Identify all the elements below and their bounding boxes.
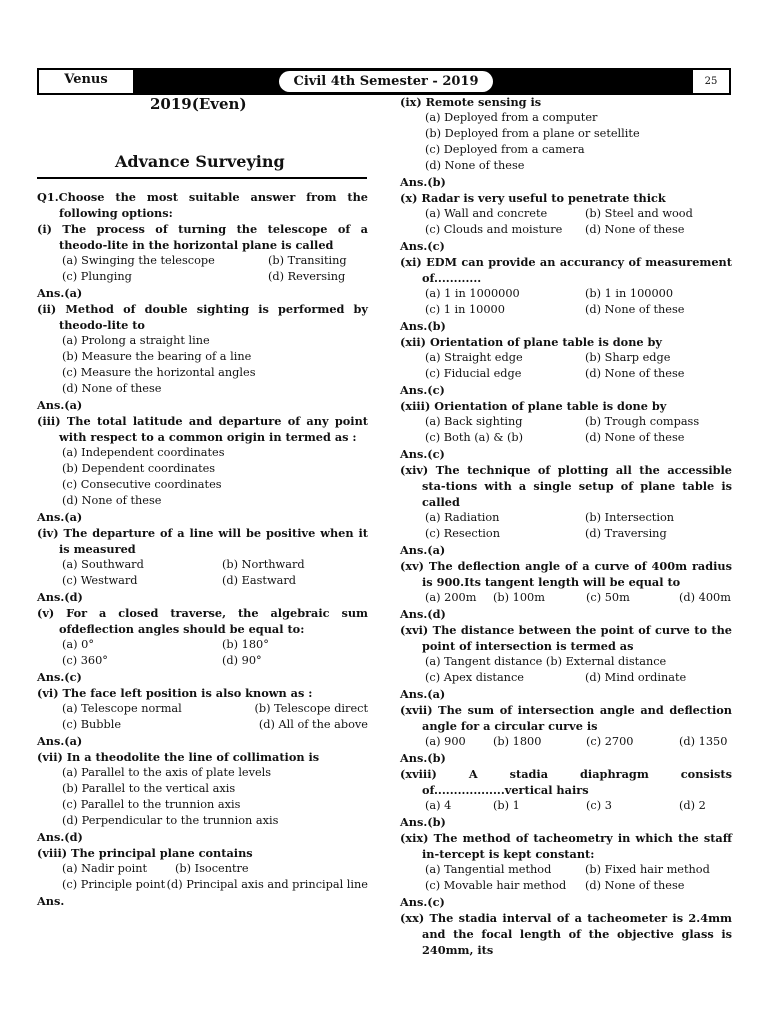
answer: Ans.(b) — [400, 751, 446, 765]
option: (d) Perpendicular to the trunnion axis — [62, 814, 279, 827]
option: (d) Traversing — [585, 527, 667, 540]
option-row — [400, 350, 732, 366]
option-row — [400, 510, 732, 526]
question: (xii) Orientation of plane table is done by — [400, 335, 662, 349]
option: (b) Parallel to the vertical axis — [62, 782, 236, 795]
option: (b) Intersection — [585, 511, 675, 524]
question: (v) For a closed traverse, the algebraic sum ofdeflection angles should be equal to: — [37, 606, 368, 636]
header-publisher: Venus — [39, 70, 133, 93]
option: (c) Consecutive coordinates — [62, 478, 222, 491]
option-row — [400, 366, 732, 382]
option: (b) 1800 — [493, 735, 542, 748]
page-number: 25 — [693, 70, 729, 93]
option-row — [400, 526, 732, 542]
option: (c) Principle point — [62, 878, 166, 891]
option: (c) 2700 — [586, 735, 634, 748]
option: (b) Transiting — [268, 254, 347, 267]
option: (b) 100m — [493, 591, 545, 604]
option-row — [37, 269, 368, 285]
answer: Ans.(a) — [400, 543, 446, 557]
option-row — [37, 701, 368, 717]
question: (xi) EDM can provide an accurancy of measurement of............ — [400, 255, 732, 285]
page-header — [37, 68, 731, 95]
option: (c) Parallel to the trunnion axis — [62, 798, 241, 811]
question: (xiii) Orientation of plane table is done by — [400, 399, 667, 413]
option: (c) Westward — [62, 574, 138, 587]
option: (d) None of these — [585, 367, 685, 380]
answer: Ans.(d) — [37, 590, 83, 604]
option-row — [37, 637, 368, 653]
option: (b) Dependent coordinates — [62, 462, 216, 475]
answer: Ans.(a) — [37, 510, 83, 524]
answer: Ans.(a) — [400, 687, 446, 701]
option-row — [400, 430, 732, 446]
exam-year: 2019(Even) — [150, 95, 247, 113]
option: (a) Tangential method — [425, 863, 552, 876]
option: (a) Nadir point — [62, 862, 148, 875]
option: (a) Straight edge — [425, 351, 523, 364]
question: (iv) The departure of a line will be positive when it is measured — [37, 526, 368, 556]
option: (d) 400m — [679, 591, 731, 604]
answer: Ans.(b) — [400, 319, 446, 333]
question: (ix) Remote sensing is — [400, 95, 542, 109]
answer: Ans. — [37, 894, 65, 908]
option: (a) Deployed from a computer — [425, 111, 598, 124]
option: (b) Trough compass — [585, 415, 700, 428]
option-row — [37, 653, 368, 669]
option: (d) Principal axis and principal line — [166, 878, 368, 891]
question: (x) Radar is very useful to penetrate thick — [400, 191, 666, 205]
option: (d) None of these — [585, 223, 685, 236]
option: (a) 1 in 1000000 — [425, 287, 520, 300]
option-row — [400, 878, 732, 894]
option: (d) 1350 — [679, 735, 728, 748]
answer: Ans.(c) — [400, 239, 445, 253]
option: (c) Resection — [425, 527, 500, 540]
answer: Ans.(c) — [400, 447, 445, 461]
option: (b) Northward — [222, 558, 305, 571]
option: (a) Prolong a straight line — [62, 334, 210, 347]
option: (a) Back sighting — [425, 415, 523, 428]
question: (xv) The deflection angle of a curve of 400m radius is 900.Its tangent length will be equal to — [400, 559, 732, 589]
option: (c) 1 in 10000 — [425, 303, 505, 316]
question: (ii) Method of double sighting is performed by theodo-lite to — [37, 302, 368, 332]
title-rule — [37, 177, 367, 179]
answer: Ans.(c) — [37, 670, 82, 684]
option: (b) Steel and wood — [585, 207, 693, 220]
option: (a) Southward — [62, 558, 144, 571]
option-row — [400, 670, 732, 686]
option: (b) Telescope direct — [254, 702, 368, 715]
option: (c) Fiducial edge — [425, 367, 522, 380]
question: (vii) In a theodolite the line of collimation is — [37, 750, 320, 764]
option: (a) 4 — [425, 799, 452, 812]
option: (a) 0° — [62, 638, 94, 651]
option: (c) Measure the horizontal angles — [62, 366, 256, 379]
option-row — [400, 286, 732, 302]
option-row — [400, 222, 732, 238]
answer: Ans.(a) — [37, 398, 83, 412]
option: (c) Plunging — [62, 270, 132, 283]
option: (d) Reversing — [268, 270, 346, 283]
option-row — [37, 557, 368, 573]
option: (b) Fixed hair method — [585, 863, 710, 876]
option: (b) 1 in 100000 — [585, 287, 674, 300]
question: (iii) The total latitude and departure of any point with respect to a common origin in termed as : — [37, 414, 368, 444]
option: (a) Tangent distance (b) External distance — [425, 655, 667, 668]
option-row — [400, 414, 732, 430]
header-semester: Civil 4th Semester - 2019 — [279, 71, 493, 92]
option: (b) Isocentre — [175, 862, 249, 875]
answer: Ans.(c) — [400, 383, 445, 397]
answer: Ans.(a) — [37, 734, 83, 748]
option-row — [400, 302, 732, 318]
question: (xviii) A stadia diaphragm consists of..................vertical hairs — [400, 767, 732, 797]
option: (d) None of these — [425, 159, 525, 172]
option-row — [37, 717, 368, 733]
option: (d) None of these — [585, 431, 685, 444]
option-row — [37, 877, 368, 893]
question: (xiv) The technique of plotting all the accessible sta-tions with a single setup of plane table is called — [400, 463, 732, 509]
answer: Ans.(d) — [400, 607, 446, 621]
answer: Ans.(b) — [400, 175, 446, 189]
option: (d) None of these — [585, 879, 685, 892]
option: (a) Telescope normal — [62, 702, 182, 715]
option: (a) Wall and concrete — [425, 207, 548, 220]
option-row — [400, 590, 732, 606]
option: (c) Clouds and moisture — [425, 223, 563, 236]
option: (d) 2 — [679, 799, 706, 812]
option: (c) Deployed from a camera — [425, 143, 585, 156]
answer: Ans.(b) — [400, 815, 446, 829]
option: (d) None of these — [585, 303, 685, 316]
option: (b) Sharp edge — [585, 351, 671, 364]
option-row — [37, 861, 368, 877]
option: (d) None of these — [62, 494, 162, 507]
answer: Ans.(a) — [37, 286, 83, 300]
option: (c) 50m — [586, 591, 630, 604]
option-row — [400, 206, 732, 222]
option-row — [400, 734, 732, 750]
option: (c) Bubble — [62, 718, 122, 731]
question: (xx) The stadia interval of a tacheometer is 2.4mm and the focal length of the objective glass is 240mm, its — [400, 911, 732, 957]
answer: Ans.(c) — [400, 895, 445, 909]
option: (c) Apex distance — [425, 671, 524, 684]
question: (viii) The principal plane contains — [37, 846, 253, 860]
option: (d) Mind ordinate — [585, 671, 687, 684]
option-row — [37, 253, 368, 269]
option: (d) None of these — [62, 382, 162, 395]
option-row — [400, 862, 732, 878]
option: (c) 360° — [62, 654, 108, 667]
answer: Ans.(d) — [37, 830, 83, 844]
option-row — [37, 573, 368, 589]
option: (d) Eastward — [222, 574, 296, 587]
option: (d) 90° — [222, 654, 262, 667]
option: (b) 180° — [222, 638, 269, 651]
option: (a) Swinging the telescope — [62, 254, 215, 267]
instructions: Q1.Choose the most suitable answer from the following options: — [37, 190, 368, 220]
right-column — [400, 94, 732, 958]
option: (a) 200m — [425, 591, 477, 604]
option: (a) Independent coordinates — [62, 446, 225, 459]
option: (c) 3 — [586, 799, 612, 812]
option: (d) All of the above — [258, 718, 368, 731]
option-row — [400, 798, 732, 814]
option: (b) Measure the bearing of a line — [62, 350, 252, 363]
subject-title: Advance Surveying — [115, 152, 285, 171]
question: (xvii) The sum of intersection angle and deflection angle for a circular curve is — [400, 703, 732, 733]
left-column — [37, 189, 368, 909]
question: (vi) The face left position is also known as : — [37, 686, 313, 700]
option: (c) Both (a) & (b) — [425, 431, 524, 444]
question: (i) The process of turning the telescope of a theodo-lite in the horizontal plane is called — [37, 222, 368, 252]
option: (a) Radiation — [425, 511, 500, 524]
option: (b) Deployed from a plane or setellite — [425, 127, 640, 140]
question: (xvi) The distance between the point of curve to the point of intersection is termed as — [400, 623, 732, 653]
option: (b) 1 — [493, 799, 520, 812]
option: (a) 900 — [425, 735, 466, 748]
question: (xix) The method of tacheometry in which the staff in-tercept is kept constant: — [400, 831, 732, 861]
option: (c) Movable hair method — [425, 879, 567, 892]
option: (a) Parallel to the axis of plate levels — [62, 766, 272, 779]
